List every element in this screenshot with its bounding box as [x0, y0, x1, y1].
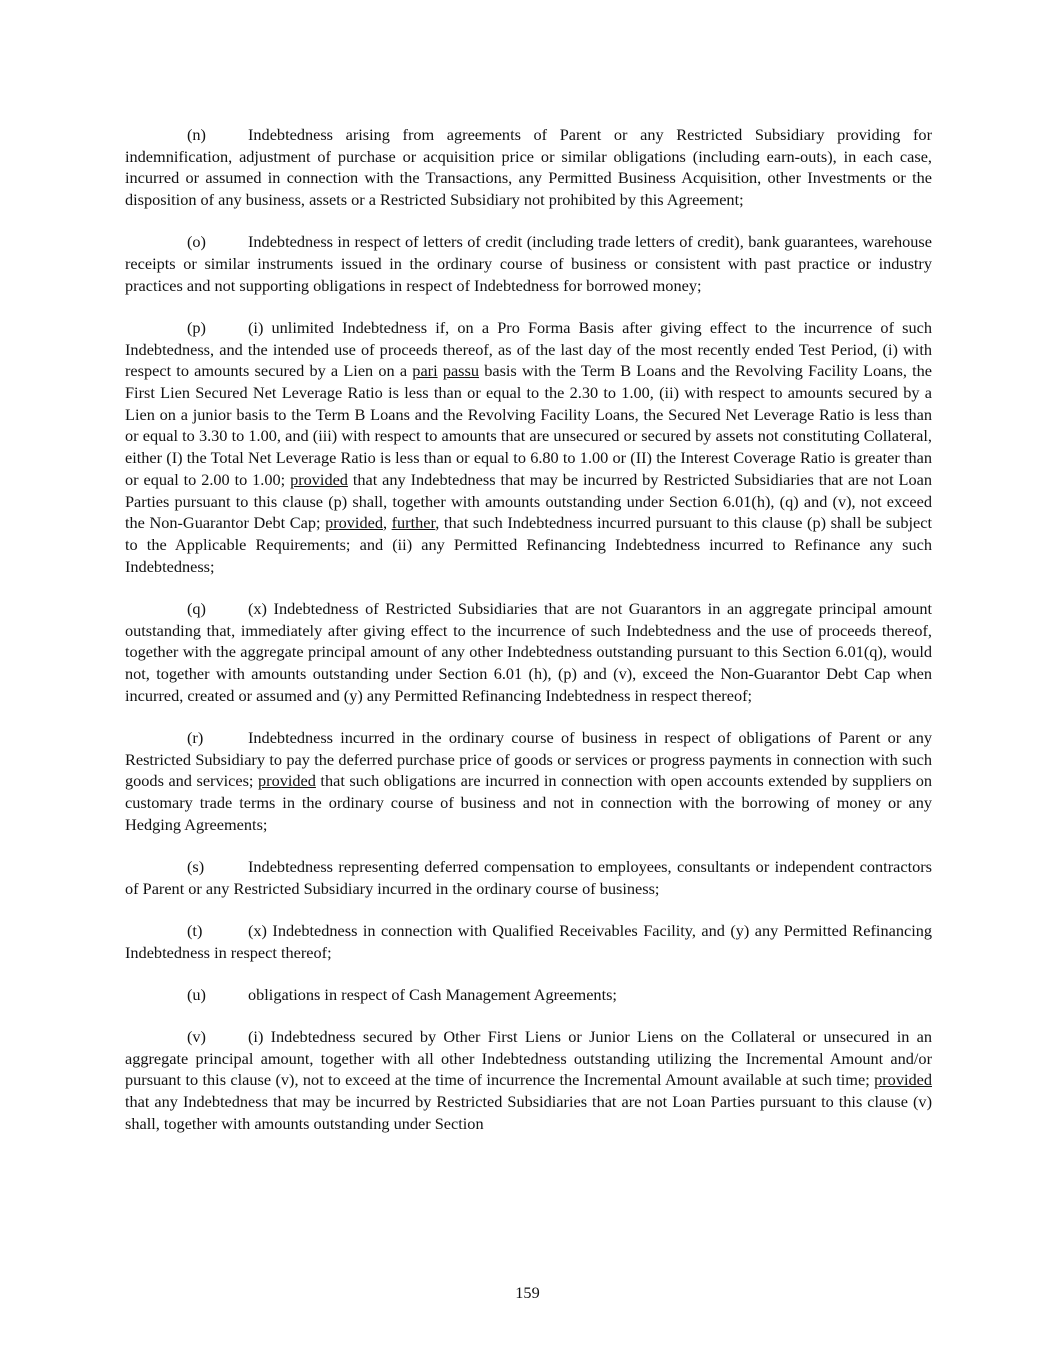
clause-text: Indebtedness representing deferred compensation to employees, consultants or independent contractors of Parent or any Restricted Subsidiary incurred in the ordinary course of business; [125, 856, 932, 898]
underlined-term: further [391, 513, 436, 533]
clause-v [125, 1026, 932, 1135]
clause-text: that any Indebtedness that may be incurred by Restricted Subsidiaries that are not Loan Parties pursuant to this clause (p) shall, together with amounts outstanding under Section 6.01(h), (q) and (v), not exceed the Non-Guarantor Debt Cap; [125, 469, 933, 533]
clause-label: (p) [187, 317, 206, 337]
clause-text: , [382, 513, 392, 533]
clause-label: (s) [187, 856, 205, 876]
clause-o [125, 231, 932, 296]
clause-text: basis with the Term B Loans and the Revolving Facility Loans, the First Lien Secured Net Leverage Ratio is less than or equal to the 2.30 to 1.00, (ii) with respect to amounts secured by a Lien on a junior basis to the Term B Loans and the Revolving Facility Loans, the Secured Net Leverage Ratio is less than or equal to 3.30 to 1.00, and (iii) with respect to amounts that are unsecured or secured by assets not constituting Collateral, either (I) the Total Net Leverage Ratio is less than or equal to 6.80 to 1.00 or (II) the Interest Coverage Ratio is greater than or equal to 2.00 to 1.00; [125, 361, 932, 489]
clause-label: (o) [187, 232, 206, 252]
clause-r [125, 727, 932, 836]
clause-text: (x) Indebtedness of Restricted Subsidiaries that are not Guarantors in an aggregate principal amount outstanding that, immediately after giving effect to the incurrence of such Indebtedness and the use of proceeds thereof, together with the aggregate principal amount of any other Indebtedness outstanding pursuant to this Section 6.01(q), would not, together with amounts outstanding under Section 6.01 (h), (p) and (v), exceed the Non-Guarantor Debt Cap when incurred, created or assumed and (y) any Permitted Refinancing Indebtedness in respect thereof; [125, 598, 932, 705]
clause-q [125, 598, 932, 707]
underlined-term: provided [290, 469, 348, 489]
clause-text: (i) Indebtedness secured by Other First Liens or Junior Liens on the Collateral or unsecured in an aggregate principal amount, together with all other Indebtedness outstanding utilizing the Incremental Amount and/or pursuant to this clause (v), not to exceed at the time of incurrence the Incremental Amount available at such time; [125, 1026, 932, 1090]
clause-text: (i) unlimited Indebtedness if, on a Pro Forma Basis after giving effect to the incurrence of such Indebtedness, and the intended use of proceeds thereof, as of the last day of the most recently ended Test Period, (i) with respect to amounts secured by a Lien on a [125, 317, 932, 381]
underlined-term: passu [442, 361, 479, 381]
clause-label: (q) [187, 598, 206, 618]
clause-text: Indebtedness incurred in the ordinary course of business in respect of obligations of Parent or any Restricted Subsidiary to pay the deferred purchase price of goods or services or progress payments in connection with such goods and services; [125, 727, 932, 791]
underlined-term: provided [874, 1070, 932, 1090]
underlined-term: provided [258, 771, 316, 791]
clause-label: (n) [187, 125, 206, 144]
clause-text: obligations in respect of Cash Management Agreements; [248, 984, 617, 1004]
clause-label: (u) [187, 984, 206, 1004]
clause-text: , that such Indebtedness incurred pursuant to this clause (p) shall be subject to the Applicable Requirements; and (ii) any Permitted Refinancing Indebtedness incurred to Refinance any such Indebtedness; [125, 513, 933, 576]
clause-t [125, 920, 932, 963]
document-body [125, 124, 932, 1155]
clause-text: that any Indebtedness that may be incurred by Restricted Subsidiaries that are not Loan Parties pursuant to this clause (v) shall, together with amounts outstanding under Section [125, 1092, 932, 1133]
underlined-term: pari [412, 361, 438, 381]
underlined-term: provided [325, 513, 383, 533]
clause-label: (t) [187, 920, 203, 940]
clause-label: (r) [187, 727, 204, 747]
page-number: 159 [515, 1283, 540, 1302]
clause-u [125, 984, 932, 1006]
clause-s [125, 856, 932, 899]
clause-n [125, 124, 932, 211]
clause-text: Indebtedness arising from agreements of Parent or any Restricted Subsidiary providing for indemnification, adjustment of purchase or acquisition price or similar obligations (including earn-outs), in each case, incurred or assumed in connection with the Transactions, any Permitted Business Acquisition, other Investments or the disposition of any business, assets or a Restricted Subsidiary not prohibited by this Agreement; [125, 125, 932, 210]
clause-text: Indebtedness in respect of letters of credit (including trade letters of credit), bank guarantees, warehouse receipts or similar instruments issued in the ordinary course of business or consistent with past practice or industry practices and not supporting obligations in respect of Indebtedness for borrowed money; [125, 232, 932, 295]
clause-p [125, 317, 932, 577]
clause-label: (v) [187, 1026, 206, 1046]
clause-text: (x) Indebtedness in connection with Qualified Receivables Facility, and (y) any Permitted Refinancing Indebtedness in respect thereof; [125, 920, 932, 962]
clause-text: that such obligations are incurred in connection with open accounts extended by suppliers on customary trade terms in the ordinary course of business and not in connection with the borrowing of money or any Hedging Agreements; [125, 771, 933, 834]
